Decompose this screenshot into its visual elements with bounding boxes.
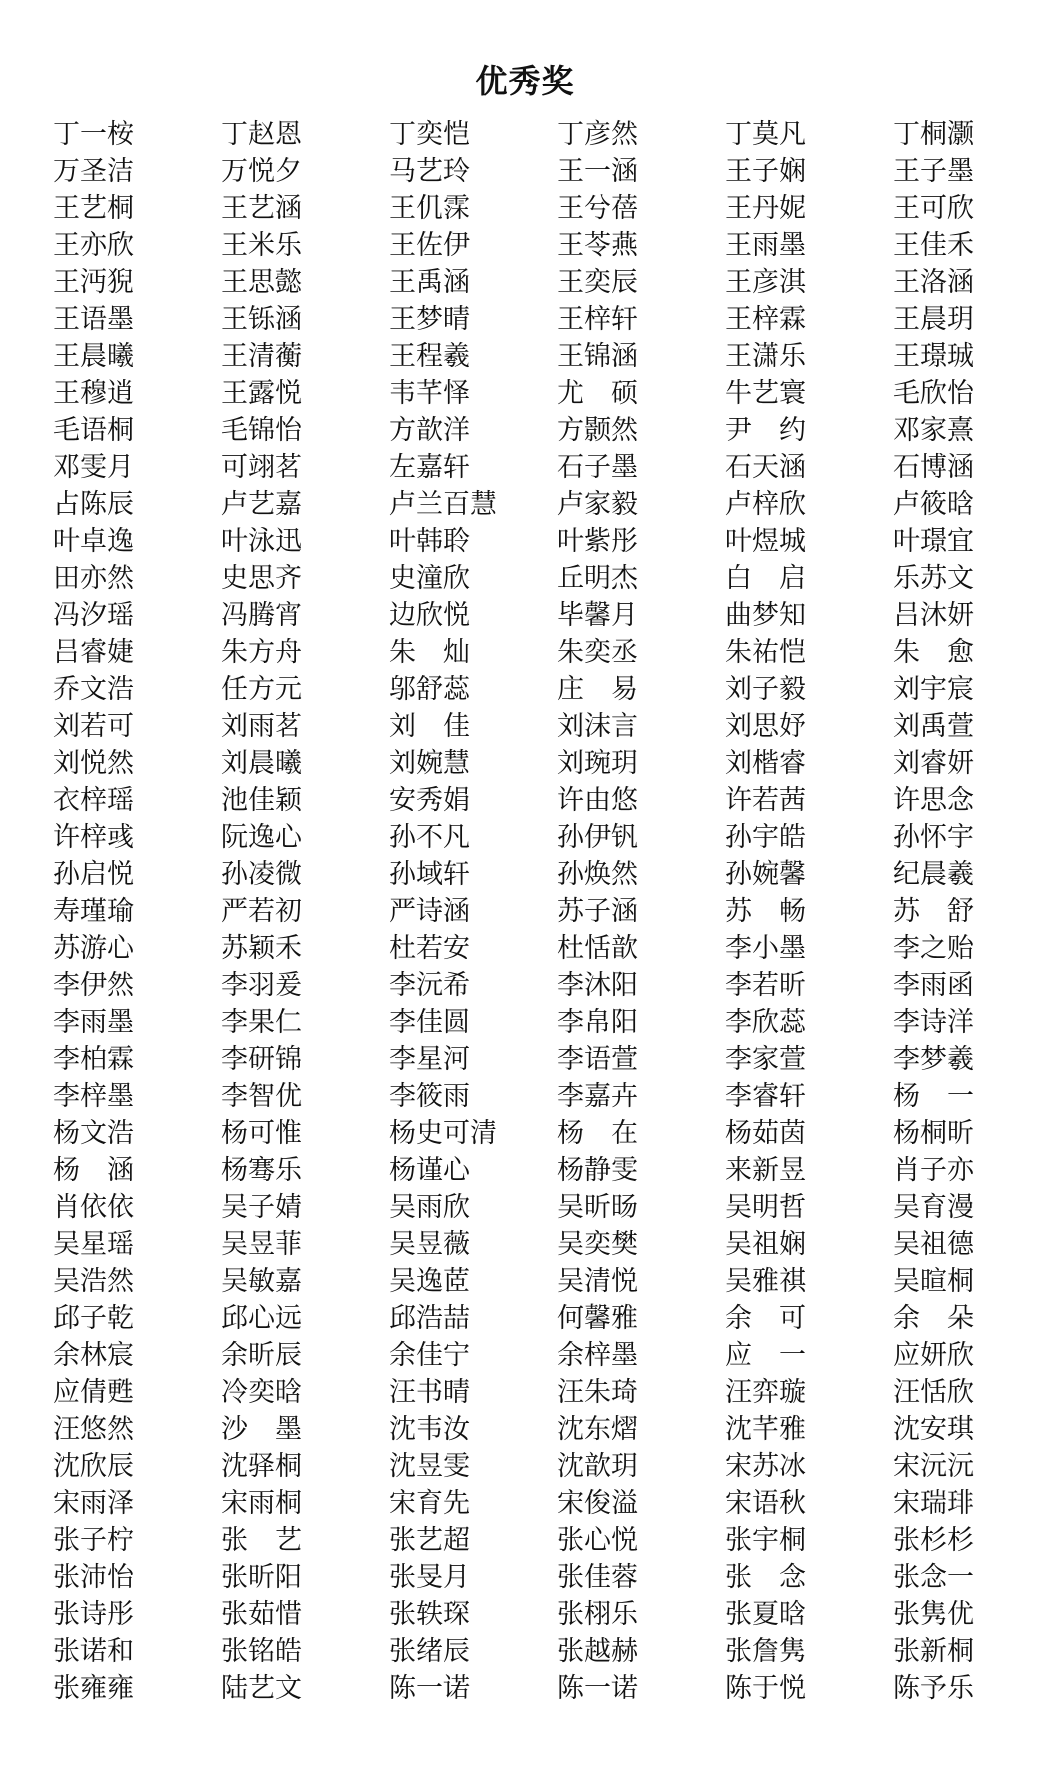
name-cell: 王艺桐 (53, 193, 134, 224)
name-cell: 陈予乐 (893, 1673, 974, 1704)
name-cell: 尹 约 (725, 415, 806, 446)
name-cell: 杨 涵 (53, 1155, 134, 1186)
name-cell: 王一涵 (557, 156, 638, 187)
name-cell: 吴昱薇 (389, 1229, 470, 1260)
name-cell: 吕沐妍 (893, 600, 974, 631)
name-cell: 来新昱 (725, 1155, 806, 1186)
name-cell: 王亦欣 (53, 230, 134, 261)
name-cell: 沙 墨 (221, 1414, 302, 1445)
name-cell: 沈歆玥 (557, 1451, 638, 1482)
name-cell: 邱浩喆 (389, 1303, 470, 1334)
name-cell: 邱子乾 (53, 1303, 134, 1334)
name-cell: 毛欣怡 (893, 378, 974, 409)
name-cell: 叶韩聆 (389, 526, 470, 557)
name-cell: 李帛阳 (557, 1007, 638, 1038)
name-cell: 马艺玲 (389, 156, 470, 187)
name-cell: 李语萱 (557, 1044, 638, 1075)
name-cell: 卢梓欣 (725, 489, 806, 520)
name-cell: 吴育漫 (893, 1192, 974, 1223)
name-cell: 李欣蕊 (725, 1007, 806, 1038)
name-cell: 石子墨 (557, 452, 638, 483)
name-cell: 李诗洋 (893, 1007, 974, 1038)
name-cell: 丁赵恩 (221, 119, 302, 150)
name-cell: 李雨墨 (53, 1007, 134, 1038)
name-cell: 王雨墨 (725, 230, 806, 261)
name-cell: 李研锦 (221, 1044, 302, 1075)
name-cell: 安秀娟 (389, 785, 470, 816)
name-cell: 应 一 (725, 1340, 806, 1371)
name-cell: 王沔猊 (53, 267, 134, 298)
name-cell: 何馨雅 (557, 1303, 638, 1334)
name-cell: 沈欣辰 (53, 1451, 134, 1482)
name-cell: 宋俊溢 (557, 1488, 638, 1519)
name-cell: 宋苏冰 (725, 1451, 806, 1482)
name-cell: 杨茹茵 (725, 1118, 806, 1149)
name-cell: 李伊然 (53, 970, 134, 1001)
name-cell: 冯腾宵 (221, 600, 302, 631)
name-cell: 张铭皓 (221, 1636, 302, 1667)
name-cell: 杨文浩 (53, 1118, 134, 1149)
name-cell: 吴祖德 (893, 1229, 974, 1260)
name-cell: 叶卓逸 (53, 526, 134, 557)
name-cell: 孙域轩 (389, 859, 470, 890)
name-cell: 张越赫 (557, 1636, 638, 1667)
name-cell: 张杉杉 (893, 1525, 974, 1556)
name-cell: 占陈辰 (53, 489, 134, 520)
name-cell: 李沅希 (389, 970, 470, 1001)
name-cell: 余昕辰 (221, 1340, 302, 1371)
name-cell: 杨 在 (557, 1118, 638, 1149)
name-cell: 刘婉慧 (389, 748, 470, 779)
name-cell: 万圣洁 (53, 156, 134, 187)
name-cell: 王穆逍 (53, 378, 134, 409)
name-cell: 余林宸 (53, 1340, 134, 1371)
name-cell: 邓雯月 (53, 452, 134, 483)
name-cell: 毛锦怡 (221, 415, 302, 446)
name-cell: 王铄涵 (221, 304, 302, 335)
name-cell: 杨骞乐 (221, 1155, 302, 1186)
name-cell: 刘睿妍 (893, 748, 974, 779)
name-cell: 杨可惟 (221, 1118, 302, 1149)
name-cell: 张念一 (893, 1562, 974, 1593)
name-cell: 许若茜 (725, 785, 806, 816)
name-cell: 王程羲 (389, 341, 470, 372)
name-cell: 吴子婧 (221, 1192, 302, 1223)
name-cell: 王佳禾 (893, 230, 974, 261)
name-cell: 吴昱菲 (221, 1229, 302, 1260)
name-cell: 刘雨茗 (221, 711, 302, 742)
name-cell: 朱 愈 (893, 637, 974, 668)
name-cell: 李智优 (221, 1081, 302, 1112)
name-cell: 应倩甦 (53, 1377, 134, 1408)
name-cell: 张诺和 (53, 1636, 134, 1667)
name-cell: 张诗彤 (53, 1599, 134, 1630)
name-cell: 李沐阳 (557, 970, 638, 1001)
name-cell: 邱心远 (221, 1303, 302, 1334)
name-cell: 孙不凡 (389, 822, 470, 853)
name-cell: 杨史可清 (389, 1118, 497, 1149)
name-cell: 张沛怡 (53, 1562, 134, 1593)
name-cell: 刘宇宸 (893, 674, 974, 705)
name-cell: 杨谨心 (389, 1155, 470, 1186)
name-cell: 邓家熹 (893, 415, 974, 446)
name-cell: 边欣悦 (389, 600, 470, 631)
name-cell: 王彦淇 (725, 267, 806, 298)
name-cell: 宋雨桐 (221, 1488, 302, 1519)
name-cell: 张轶琛 (389, 1599, 470, 1630)
name-cell: 王璟珹 (893, 341, 974, 372)
name-cell: 王丹妮 (725, 193, 806, 224)
name-cell: 王潇乐 (725, 341, 806, 372)
name-cell: 毛语桐 (53, 415, 134, 446)
name-cell: 王子墨 (893, 156, 974, 187)
name-cell: 朱方舟 (221, 637, 302, 668)
name-cell: 吴星瑶 (53, 1229, 134, 1260)
name-cell: 吴清悦 (557, 1266, 638, 1297)
name-cell: 丁一桉 (53, 119, 134, 150)
name-cell: 李果仁 (221, 1007, 302, 1038)
name-cell: 丁彦然 (557, 119, 638, 150)
name-cell: 余梓墨 (557, 1340, 638, 1371)
name-cell: 张宇桐 (725, 1525, 806, 1556)
name-cell: 尤 硕 (557, 378, 638, 409)
name-cell: 吴雨欣 (389, 1192, 470, 1223)
name-cell: 杨 一 (893, 1081, 974, 1112)
name-cell: 李梓墨 (53, 1081, 134, 1112)
name-cell: 余 朵 (893, 1303, 974, 1334)
name-cell: 吴奕樊 (557, 1229, 638, 1260)
name-cell: 王艺涵 (221, 193, 302, 224)
name-cell: 张新桐 (893, 1636, 974, 1667)
name-cell: 吕睿婕 (53, 637, 134, 668)
name-cell: 宋育先 (389, 1488, 470, 1519)
name-cell: 宋语秋 (725, 1488, 806, 1519)
name-cell: 白 启 (725, 563, 806, 594)
name-cell: 吴逸茝 (389, 1266, 470, 1297)
name-cell: 张隽优 (893, 1599, 974, 1630)
name-cell: 杨桐昕 (893, 1118, 974, 1149)
name-cell: 史潼欣 (389, 563, 470, 594)
name-cell: 张詹隽 (725, 1636, 806, 1667)
name-cell: 汪弈璇 (725, 1377, 806, 1408)
name-cell: 王米乐 (221, 230, 302, 261)
name-cell: 张心悦 (557, 1525, 638, 1556)
name-cell: 李雨函 (893, 970, 974, 1001)
name-cell: 应妍欣 (893, 1340, 974, 1371)
name-grid (53, 116, 1050, 1707)
name-cell: 刘沫言 (557, 711, 638, 742)
name-cell: 乔文浩 (53, 674, 134, 705)
name-cell: 李睿轩 (725, 1081, 806, 1112)
name-cell: 李柏霖 (53, 1044, 134, 1075)
name-cell: 王佐伊 (389, 230, 470, 261)
name-cell: 王禹涵 (389, 267, 470, 298)
name-cell: 李小墨 (725, 933, 806, 964)
name-cell: 王可欣 (893, 193, 974, 224)
name-cell: 史思齐 (221, 563, 302, 594)
name-cell: 吴明哲 (725, 1192, 806, 1223)
name-cell: 张 念 (725, 1562, 806, 1593)
name-cell: 张旻月 (389, 1562, 470, 1593)
name-cell: 李羽爰 (221, 970, 302, 1001)
name-cell: 朱祐恺 (725, 637, 806, 668)
name-cell: 汪悠然 (53, 1414, 134, 1445)
name-cell: 张夏晗 (725, 1599, 806, 1630)
name-cell: 李之贻 (893, 933, 974, 964)
name-cell: 牛艺寰 (725, 378, 806, 409)
name-cell: 庄 易 (557, 674, 638, 705)
name-cell: 王子娴 (725, 156, 806, 187)
name-cell: 丁莫凡 (725, 119, 806, 150)
name-cell: 沈芊雅 (725, 1414, 806, 1445)
name-cell: 王晨玥 (893, 304, 974, 335)
name-cell: 沈驿桐 (221, 1451, 302, 1482)
name-cell: 李梦羲 (893, 1044, 974, 1075)
name-cell: 卢艺嘉 (221, 489, 302, 520)
name-cell: 叶煜城 (725, 526, 806, 557)
name-cell: 余 可 (725, 1303, 806, 1334)
name-cell: 许由悠 (557, 785, 638, 816)
name-cell: 韦芊怿 (389, 378, 470, 409)
name-cell: 刘若可 (53, 711, 134, 742)
name-cell: 丘明杰 (557, 563, 638, 594)
name-cell: 李家萱 (725, 1044, 806, 1075)
name-cell: 丁奕恺 (389, 119, 470, 150)
name-cell: 孙启悦 (53, 859, 134, 890)
name-cell: 王苓燕 (557, 230, 638, 261)
name-cell: 张绪辰 (389, 1636, 470, 1667)
name-cell: 陈于悦 (725, 1673, 806, 1704)
name-cell: 汪朱琦 (557, 1377, 638, 1408)
name-cell: 王梦晴 (389, 304, 470, 335)
name-cell: 汪恬欣 (893, 1377, 974, 1408)
name-cell: 王露悦 (221, 378, 302, 409)
name-cell: 宋沅沅 (893, 1451, 974, 1482)
name-cell: 杨静雯 (557, 1155, 638, 1186)
name-cell: 可翊茗 (221, 452, 302, 483)
name-cell: 李嘉卉 (557, 1081, 638, 1112)
name-cell: 许梓彧 (53, 822, 134, 853)
name-cell: 衣梓瑶 (53, 785, 134, 816)
name-cell: 孙宇皓 (725, 822, 806, 853)
name-cell: 邬舒蕊 (389, 674, 470, 705)
name-cell: 苏子涵 (557, 896, 638, 927)
name-cell: 吴雅祺 (725, 1266, 806, 1297)
name-cell: 王清蘅 (221, 341, 302, 372)
name-cell: 汪书晴 (389, 1377, 470, 1408)
name-cell: 王梓霖 (725, 304, 806, 335)
name-cell: 陈一诺 (557, 1673, 638, 1704)
name-cell: 王晨曦 (53, 341, 134, 372)
name-cell: 沈韦汝 (389, 1414, 470, 1445)
name-cell: 孙伊钒 (557, 822, 638, 853)
name-cell: 冯汐瑶 (53, 600, 134, 631)
name-cell: 万悦夕 (221, 156, 302, 187)
name-cell: 丁桐灏 (893, 119, 974, 150)
name-cell: 王思懿 (221, 267, 302, 298)
name-cell: 肖子亦 (893, 1155, 974, 1186)
name-cell: 陈一诺 (389, 1673, 470, 1704)
name-cell: 王洛涵 (893, 267, 974, 298)
name-cell: 方颢然 (557, 415, 638, 446)
name-cell: 沈安琪 (893, 1414, 974, 1445)
name-cell: 刘 佳 (389, 711, 470, 742)
name-cell: 曲梦知 (725, 600, 806, 631)
name-cell: 张雍雍 (53, 1673, 134, 1704)
name-cell: 寿瑾瑜 (53, 896, 134, 927)
page-title: 优秀奖 (475, 62, 575, 100)
name-cell: 杜恬歆 (557, 933, 638, 964)
name-cell: 李筱雨 (389, 1081, 470, 1112)
name-cell: 冷奕晗 (221, 1377, 302, 1408)
name-cell: 许思念 (893, 785, 974, 816)
name-cell: 左嘉轩 (389, 452, 470, 483)
name-cell: 刘悦然 (53, 748, 134, 779)
name-cell: 阮逸心 (221, 822, 302, 853)
name-cell: 张昕阳 (221, 1562, 302, 1593)
name-cell: 卢兰百慧 (389, 489, 497, 520)
name-cell: 叶璟宜 (893, 526, 974, 557)
name-cell: 吴昕旸 (557, 1192, 638, 1223)
name-cell: 刘楷睿 (725, 748, 806, 779)
name-cell: 石博涵 (893, 452, 974, 483)
name-cell: 张子柠 (53, 1525, 134, 1556)
name-cell: 吴浩然 (53, 1266, 134, 1297)
name-cell: 吴敏嘉 (221, 1266, 302, 1297)
name-cell: 朱 灿 (389, 637, 470, 668)
name-cell: 杜若安 (389, 933, 470, 964)
name-cell: 孙焕然 (557, 859, 638, 890)
name-cell: 纪晨羲 (893, 859, 974, 890)
name-cell: 苏 畅 (725, 896, 806, 927)
name-cell: 吴暄桐 (893, 1266, 974, 1297)
name-cell: 李佳圆 (389, 1007, 470, 1038)
name-cell: 刘晨曦 (221, 748, 302, 779)
name-cell: 张栩乐 (557, 1599, 638, 1630)
name-cell: 王兮蓓 (557, 193, 638, 224)
name-cell: 苏颖禾 (221, 933, 302, 964)
name-cell: 李若昕 (725, 970, 806, 1001)
name-cell: 沈东熠 (557, 1414, 638, 1445)
name-cell: 乐苏文 (893, 563, 974, 594)
name-cell: 叶泳迅 (221, 526, 302, 557)
name-cell: 宋雨泽 (53, 1488, 134, 1519)
name-cell: 卢家毅 (557, 489, 638, 520)
name-cell: 沈昱雯 (389, 1451, 470, 1482)
name-cell: 宋瑞琲 (893, 1488, 974, 1519)
name-cell: 王语墨 (53, 304, 134, 335)
name-cell: 张茹惜 (221, 1599, 302, 1630)
name-cell: 严诗涵 (389, 896, 470, 927)
name-cell: 方歆洋 (389, 415, 470, 446)
name-cell: 叶紫彤 (557, 526, 638, 557)
name-cell: 李星河 (389, 1044, 470, 1075)
name-cell: 吴祖娴 (725, 1229, 806, 1260)
name-cell: 苏 舒 (893, 896, 974, 927)
name-cell: 张佳蓉 (557, 1562, 638, 1593)
name-cell: 陆艺文 (221, 1673, 302, 1704)
name-cell: 田亦然 (53, 563, 134, 594)
name-cell: 余佳宁 (389, 1340, 470, 1371)
name-cell: 池佳颖 (221, 785, 302, 816)
name-cell: 刘子毅 (725, 674, 806, 705)
name-cell: 张艺超 (389, 1525, 470, 1556)
name-cell: 王仉霂 (389, 193, 470, 224)
name-cell: 张 艺 (221, 1525, 302, 1556)
name-cell: 孙凌微 (221, 859, 302, 890)
name-cell: 孙怀宇 (893, 822, 974, 853)
name-cell: 严若初 (221, 896, 302, 927)
name-cell: 王锦涵 (557, 341, 638, 372)
name-cell: 朱奕丞 (557, 637, 638, 668)
name-cell: 王梓轩 (557, 304, 638, 335)
name-cell: 孙婉馨 (725, 859, 806, 890)
name-cell: 肖依依 (53, 1192, 134, 1223)
name-cell: 卢筱晗 (893, 489, 974, 520)
name-cell: 毕馨月 (557, 600, 638, 631)
name-cell: 王奕辰 (557, 267, 638, 298)
name-cell: 任方元 (221, 674, 302, 705)
name-cell: 刘琬玥 (557, 748, 638, 779)
name-cell: 刘思妤 (725, 711, 806, 742)
name-cell: 石天涵 (725, 452, 806, 483)
name-cell: 苏游心 (53, 933, 134, 964)
name-cell: 刘禹萱 (893, 711, 974, 742)
